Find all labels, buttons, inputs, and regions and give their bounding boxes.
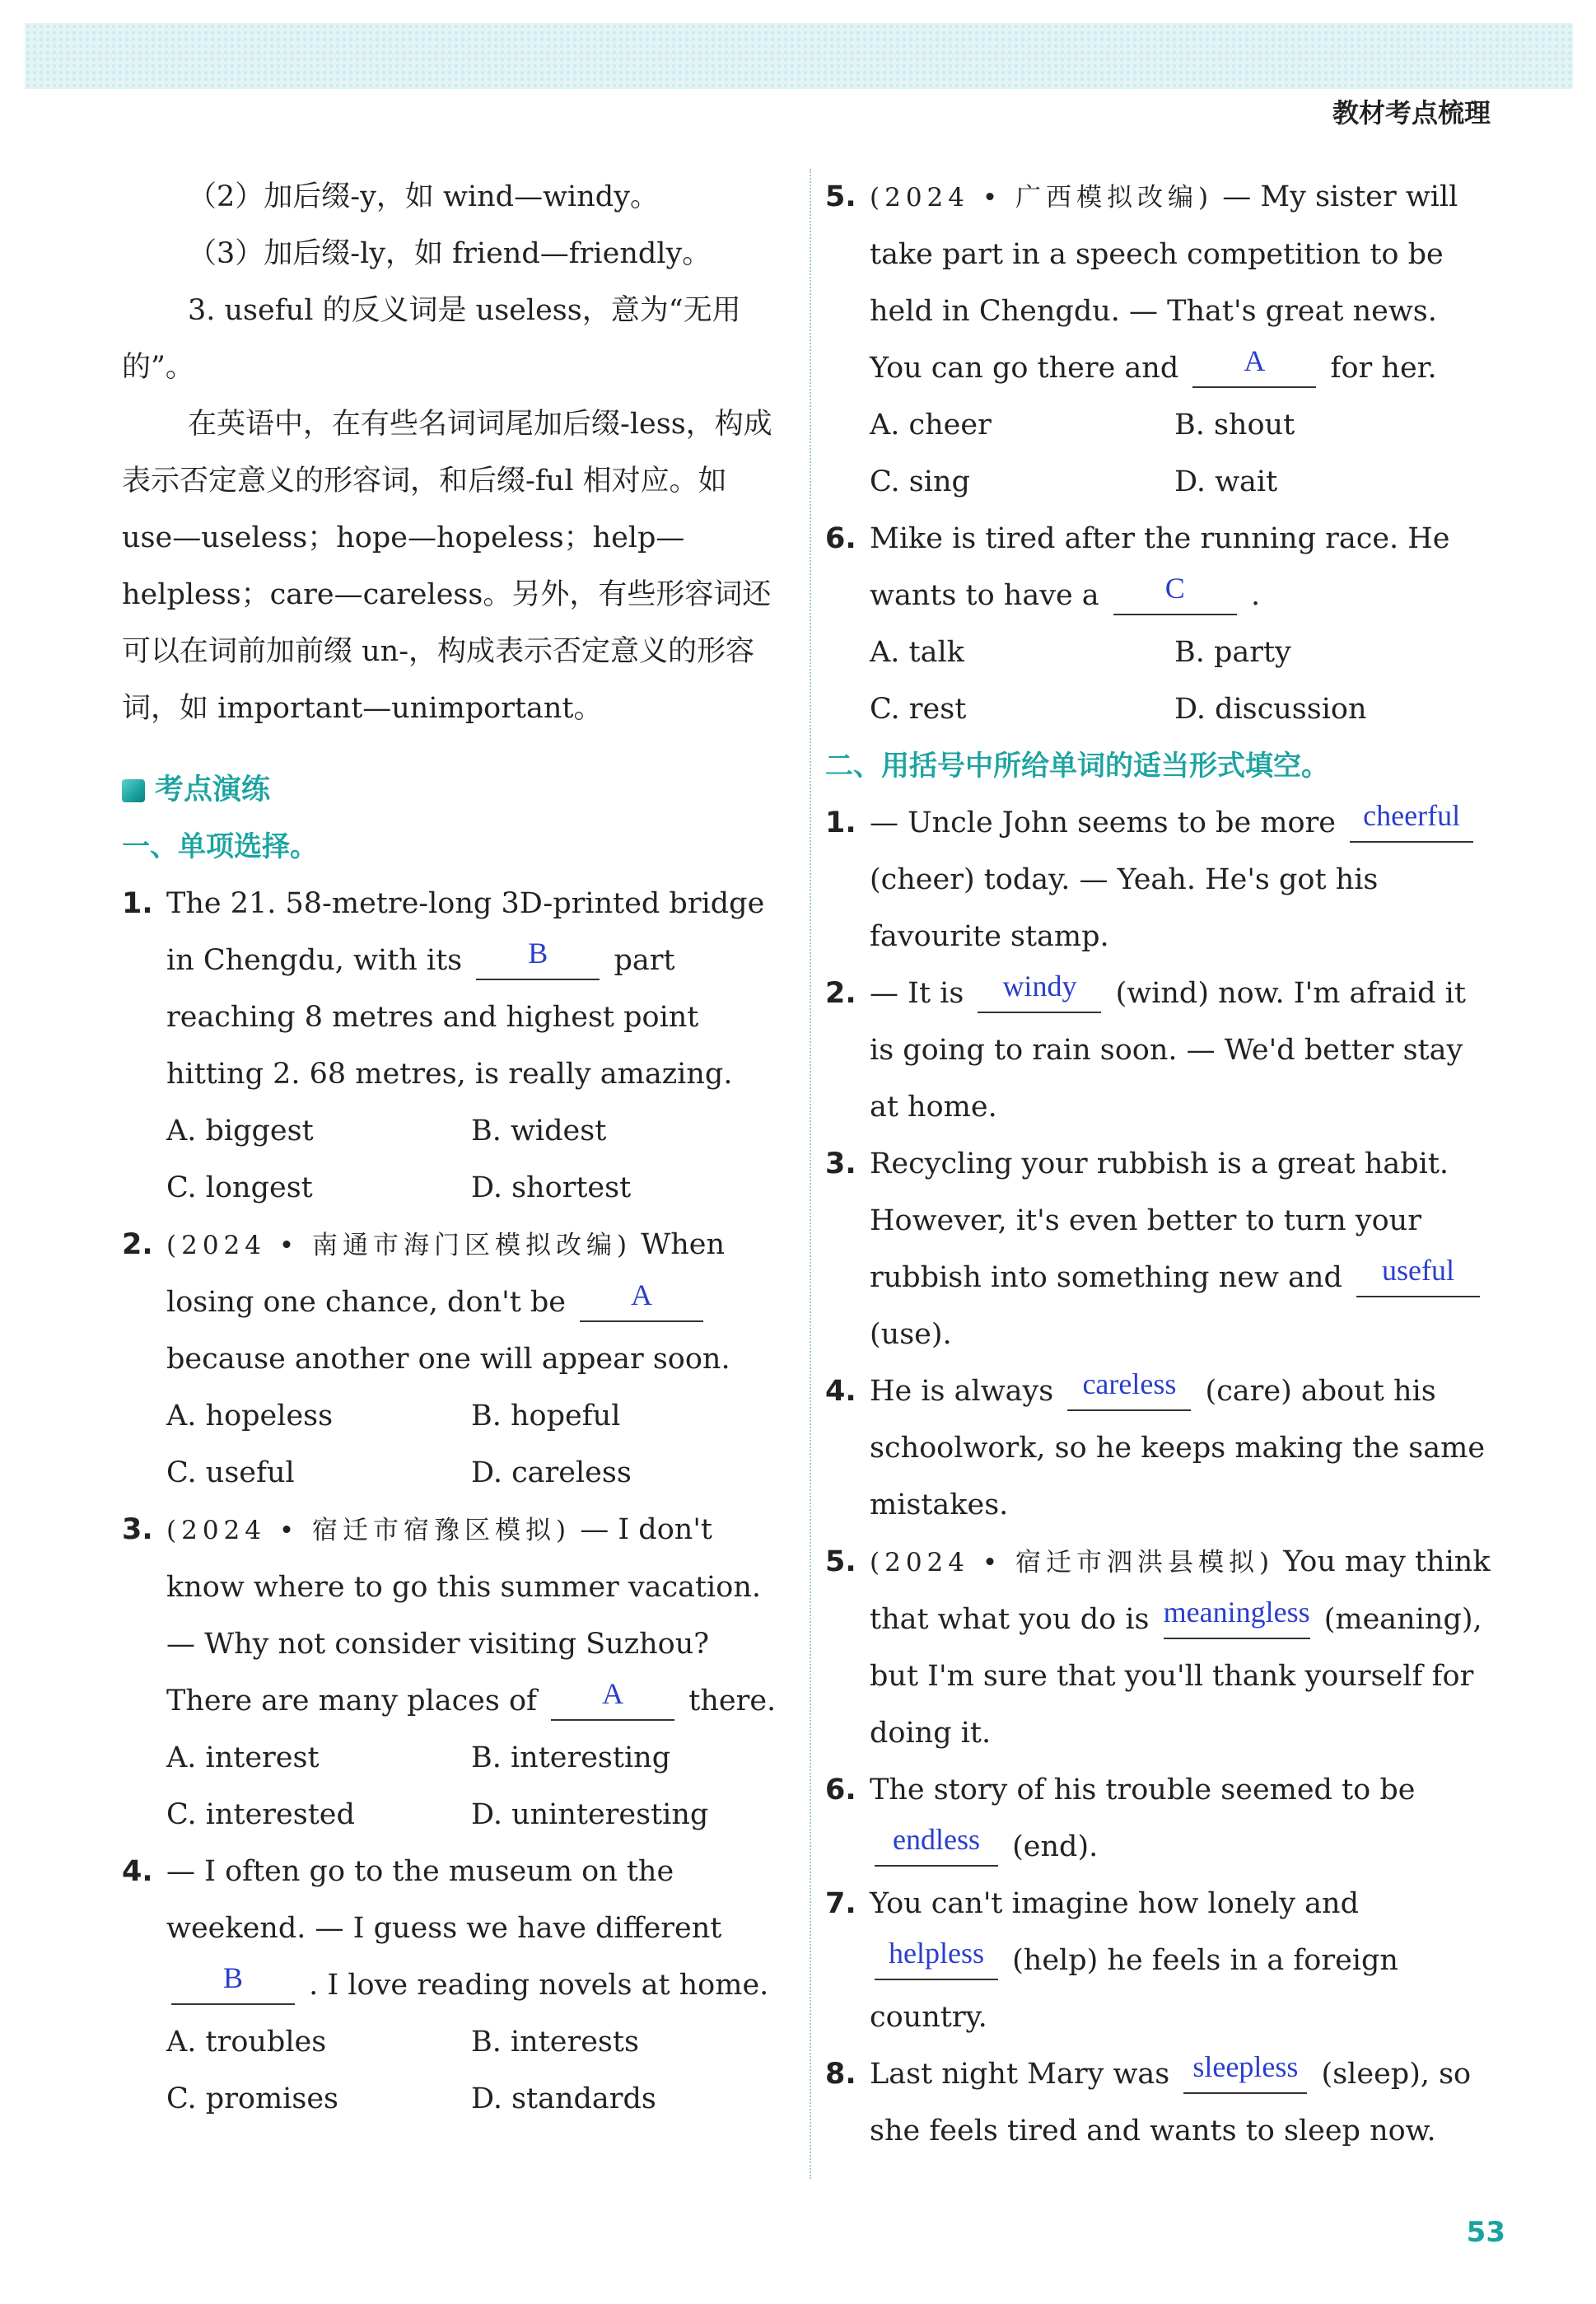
answer-blank: helpless	[875, 1942, 998, 1980]
option: B. interests	[471, 2026, 639, 2059]
answer-blank: A	[551, 1682, 674, 1721]
answer-blank: useful	[1356, 1259, 1480, 1297]
answer-blank: careless	[1067, 1372, 1191, 1411]
fill-item: 5. (2024 • 宿迁市泗洪县模拟) You may think that what you do is meaningless (meaning), but I'm sure that you'll thank yourself for doing it.	[825, 1545, 1491, 1750]
option: C. longest	[166, 1171, 313, 1204]
answer-blank: A	[1192, 349, 1316, 388]
intro-line: 3. useful 的反义词是 useless，意为“无用的”。	[122, 294, 741, 384]
options-grid	[122, 1730, 781, 1844]
question-item: 2. (2024 • 南通市海门区模拟改编) When losing one chance, don't be A because another one will appear soon.	[122, 1228, 730, 1376]
fill-item: 4. He is always careless (care) about his schoolwork, so he keeps making the same mistakes.	[825, 1367, 1486, 1521]
options-grid	[825, 397, 1492, 511]
intro-paragraph: 在英语中，在有些名词词尾加后缀-less，构成表示否定意义的形容词，和后缀-ful 相对应。如 use—useless；hope—hopeless；help—helpless；care—careless。另外，有些形容词还可以在词前加前缀 un-，构成表示否定意义的形容词，如 important—unimportant。	[122, 408, 772, 725]
answer-blank: C	[1113, 577, 1237, 615]
option: C. useful	[166, 1456, 295, 1489]
answer-blank: windy	[978, 974, 1101, 1013]
option: A. talk	[870, 636, 964, 669]
left-column	[122, 169, 781, 2128]
question-item: 6. Mike is tired after the running race. He wants to have a C .	[825, 511, 1492, 624]
fill-item: 3. Recycling your rubbish is a great habit. However, it's even better to turn your rubbish into something new and useful (use).	[825, 1136, 1492, 1363]
part1-title: 一、单项选择。	[122, 830, 318, 863]
answer-blank: endless	[875, 1828, 998, 1867]
question-source: (2024 • 宿迁市泗洪县模拟)	[870, 1548, 1275, 1577]
intro-line: （2）加后缀-y，如 wind—windy。	[188, 180, 659, 213]
question-item: 4. — I often go to the museum on the weekend. — I guess we have different B . I love reading novels at home.	[122, 1844, 781, 2014]
fill-item: 7. You can't imagine how lonely and helpless (help) he feels in a foreign country.	[825, 1887, 1398, 2034]
page-number: 53	[1466, 2216, 1505, 2249]
fill-item: 1. — Uncle John seems to be more cheerful (cheer) today. — Yeah. He's got his favourite stamp.	[825, 795, 1492, 965]
part2-title: 二、用括号中所给单词的适当形式填空。	[825, 750, 1329, 783]
options-grid	[122, 1388, 781, 1502]
option: A. biggest	[166, 1115, 314, 1147]
option: A. troubles	[166, 2026, 327, 2059]
fill-item: 6. The story of his trouble seemed to be endless (end).	[825, 1762, 1492, 1876]
answer-blank: sleepless	[1183, 2055, 1307, 2094]
option: A. interest	[166, 1741, 320, 1774]
option: D. careless	[471, 1456, 632, 1489]
option: C. sing	[870, 465, 970, 498]
answer-blank: B	[476, 942, 600, 980]
cube-icon	[122, 779, 145, 802]
options-grid	[122, 1103, 781, 1217]
fill-item: 2. — It is windy (wind) now. I'm afraid it is going to rain soon. — We'd better stay at home.	[825, 970, 1466, 1124]
fill-item: 8. Last night Mary was sleepless (sleep), so she feels tired and wants to sleep now.	[825, 2050, 1472, 2147]
option: D. wait	[1174, 465, 1278, 498]
question-item: 5. (2024 • 广西模拟改编) — My sister will take part in a speech competition to be held in Chengdu. — That's great news. You can go there and A for her.	[825, 169, 1492, 397]
answer-blank: meaningless	[1164, 1601, 1310, 1639]
option: A. cheer	[870, 409, 992, 442]
option: D. standards	[471, 2082, 656, 2115]
section-title: 考点演练	[122, 762, 781, 819]
question-source: (2024 • 宿迁市宿豫区模拟)	[166, 1516, 572, 1545]
intro-line: （3）加后缀-ly，如 friend—friendly。	[188, 237, 712, 270]
option: D. uninteresting	[471, 1798, 709, 1831]
page-header-title: 教材考点梳理	[1332, 97, 1491, 129]
question-item: 3. (2024 • 宿迁市宿豫区模拟) — I don't know where to go this summer vacation. — Why not consider visiting Suzhou? There are many places of A there.	[122, 1502, 781, 1730]
option: C. rest	[870, 693, 967, 726]
option: B. shout	[1174, 409, 1295, 442]
option: C. promises	[166, 2082, 339, 2115]
answer-blank: cheerful	[1350, 804, 1473, 843]
option: B. widest	[471, 1115, 607, 1147]
option: B. hopeful	[471, 1400, 621, 1432]
column-divider	[810, 169, 811, 2179]
option: D. discussion	[1174, 693, 1367, 726]
right-column	[825, 169, 1492, 2160]
question-item: 1. The 21. 58-metre-long 3D-printed bridge in Chengdu, with its B part reaching 8 metres and highest point hitting 2. 68 metres, is really amazing.	[122, 887, 765, 1091]
header-band	[25, 23, 1573, 89]
question-source: (2024 • 广西模拟改编)	[870, 183, 1214, 213]
option: D. shortest	[471, 1171, 632, 1204]
answer-blank: A	[580, 1283, 703, 1322]
option: C. interested	[166, 1798, 355, 1831]
options-grid	[122, 2014, 781, 2128]
options-grid	[825, 624, 1492, 738]
option: B. party	[1174, 636, 1291, 669]
option: A. hopeless	[166, 1400, 334, 1432]
answer-blank: B	[171, 1966, 295, 2005]
option: B. interesting	[471, 1741, 671, 1774]
question-source: (2024 • 南通市海门区模拟改编)	[166, 1231, 632, 1260]
